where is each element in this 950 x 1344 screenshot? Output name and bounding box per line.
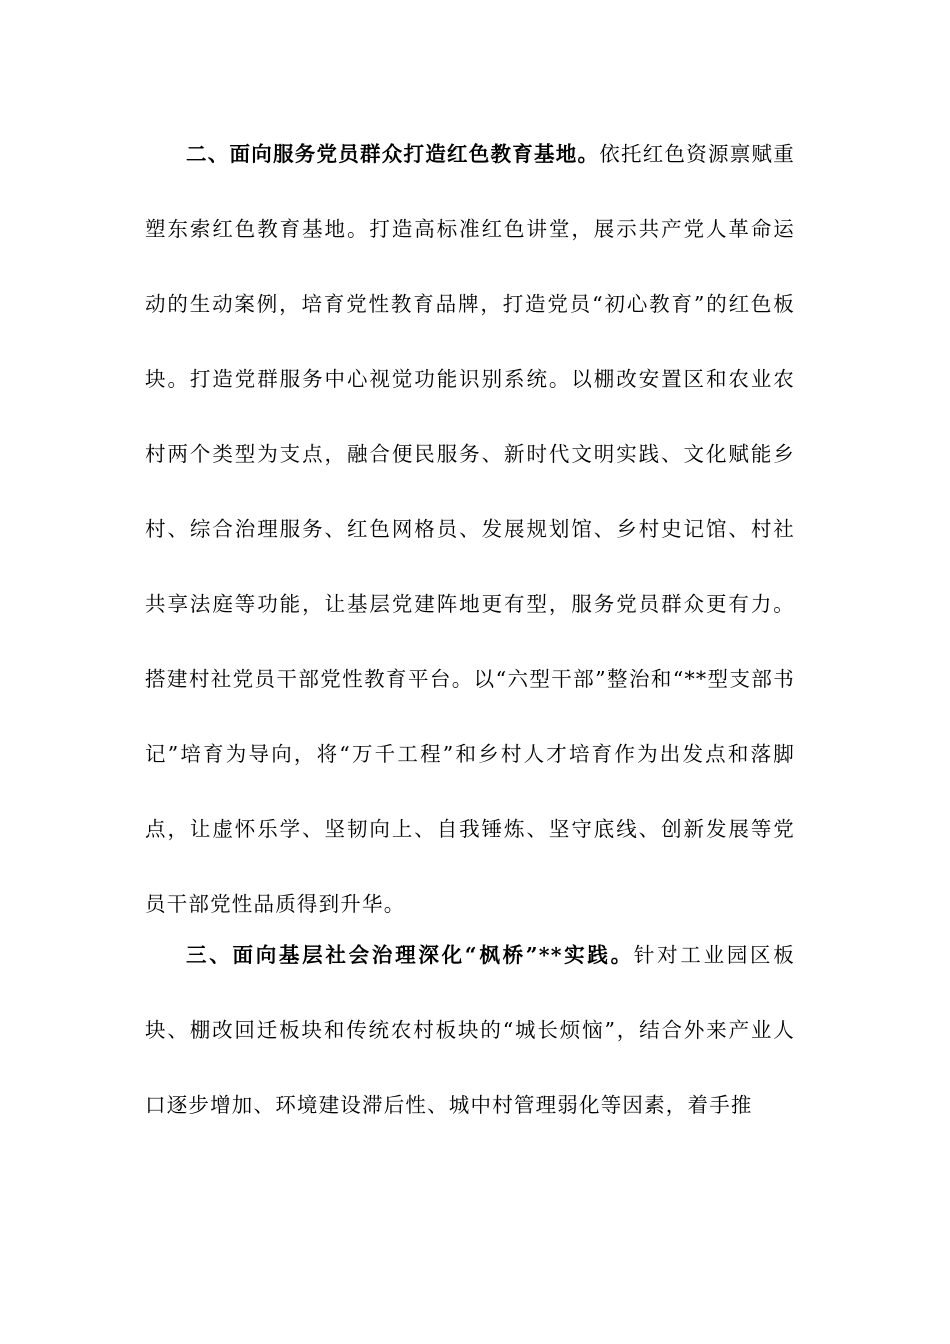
paragraph-body: 针对工业园区板块、棚改回迁板块和传统农村板块的“城长烦恼”，结合外来产业人口逐步增加、环境建设滞后性、城中村管理弱化等因素，着手推 — [145, 943, 795, 1117]
paragraph-heading: 三、面向基层社会治理深化“枫桥”**实践。 — [186, 943, 634, 967]
paragraph-red-education-base — [145, 117, 795, 942]
paragraph-fengqiao-practice — [145, 918, 795, 1143]
paragraph-heading: 二、面向服务党员群众打造红色教育基地。 — [186, 142, 600, 166]
paragraph-body: 依托红色资源禀赋重塑东索红色教育基地。打造高标准红色讲堂，展示共产党人革命运动的生动案例，培育党性教育品牌，打造党员“初心教育”的红色板块。打造党群服务中心视觉功能识别系统。以棚改安置区和农业农村两个类型为支点，融合便民服务、新时代文明实践、文化赋能乡村、综合治理服务、红色网格员、发展规划馆、乡村史记馆、村社共享法庭等功能，让基层党建阵地更有型，服务党员群众更有力。搭建村社党员干部党性教育平台。以“六型干部”整治和“**型支部书记”培育为导向，将“万千工程”和乡村人才培育作为出发点和落脚点，让虚怀乐学、坚韧向上、自我锤炼、坚守底线、创新发展等党员干部党性品质得到升华。 — [145, 142, 795, 916]
